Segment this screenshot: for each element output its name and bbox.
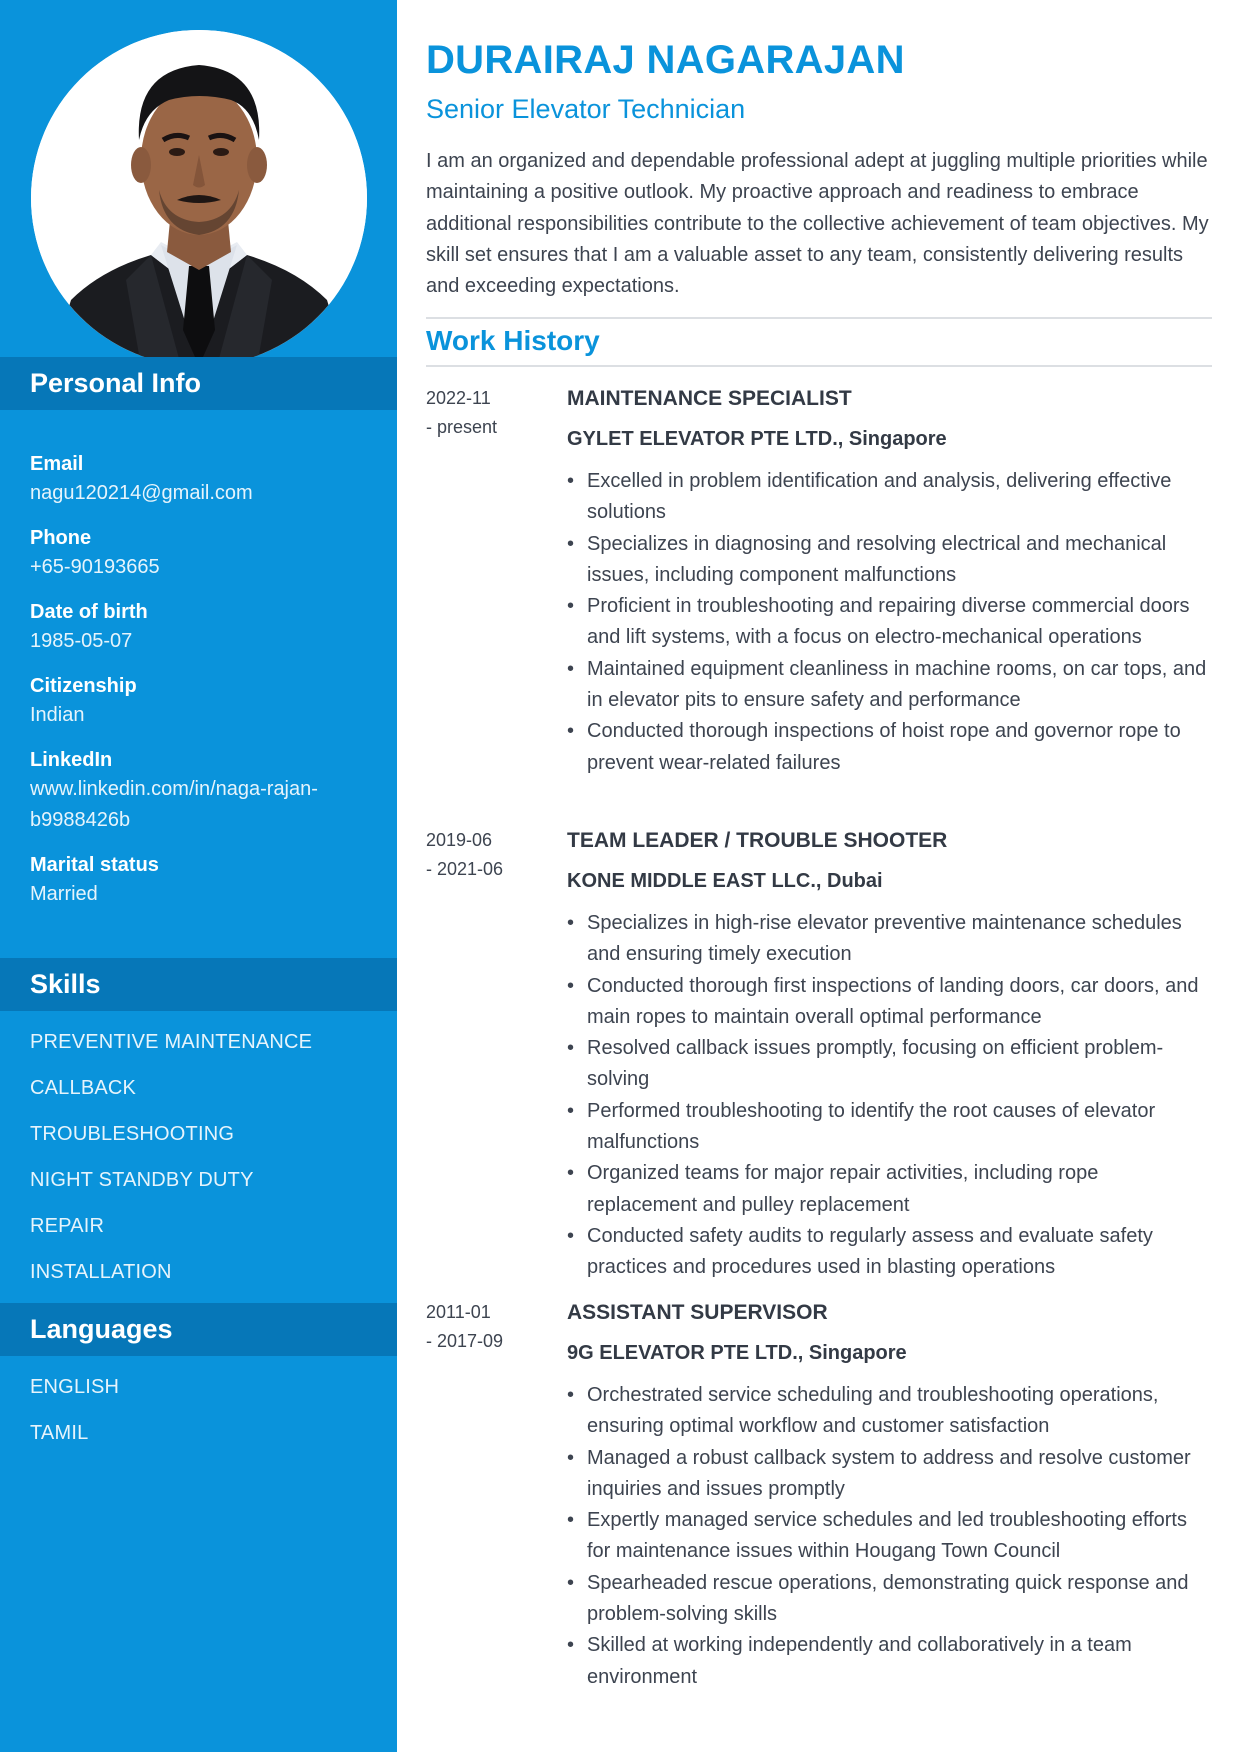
job-date-end: - 2017-09 (426, 1331, 504, 1351)
email-value[interactable]: nagu120214@gmail.com (30, 482, 253, 504)
job-role: ASSISTANT SUPERVISOR (567, 1301, 828, 1324)
marital-value: Married (30, 883, 98, 905)
job-details (567, 1298, 1212, 1693)
job-bullet: • Conducted thorough inspections of hoist rope and governor rope to prevent wear-related failures (567, 716, 1212, 779)
job-title: Senior Elevator Technician (426, 94, 746, 124)
job-bullet: • Managed a robust callback system to address and resolve customer inquiries and issues promptly (567, 1443, 1212, 1506)
divider (426, 317, 1212, 319)
skill-item: REPAIR (30, 1215, 105, 1237)
job-bullet: • Spearheaded rescue operations, demonstrating quick response and problem-solving skills (567, 1568, 1212, 1631)
personal-info-phone (30, 524, 380, 583)
personal-info-linkedin (30, 746, 380, 836)
profile-summary: I am an organized and dependable professional adept at juggling multiple priorities while maintaining a positive outlook. My proactive approach and readiness to embrace additional responsibilities contribute to the collective achievement of team objectives. My skill set ensures that I am a valuable asset to any team, consistently delivering results and exceeding expectations. (426, 150, 1209, 298)
languages-list (30, 1364, 380, 1456)
sidebar (0, 0, 397, 1752)
dob-value: 1985-05-07 (30, 630, 133, 652)
email-label: Email (30, 453, 84, 475)
job-date-start: 2019-06 (426, 830, 493, 850)
portrait-image (31, 30, 367, 366)
divider (426, 365, 1212, 367)
job-date-end: - 2021-06 (426, 859, 504, 879)
job-date-start: 2011-01 (426, 1302, 491, 1322)
skill-item: NIGHT STANDBY DUTY (30, 1169, 254, 1191)
job-bullet: • Conducted thorough first inspections of landing doors, car doors, and main ropes to maintain overall optimal performance (567, 971, 1212, 1034)
personal-info-dob (30, 598, 380, 657)
job-date-start: 2022-11 (426, 388, 491, 408)
job-bullet: • Specializes in high-rise elevator preventive maintenance schedules and ensuring timely execution (567, 908, 1212, 971)
job-company: KONE MIDDLE EAST LLC., Dubai (567, 870, 883, 892)
profile-photo (31, 30, 367, 366)
job-bullets (567, 908, 1212, 1284)
job-company: 9G ELEVATOR PTE LTD., Singapore (567, 1342, 907, 1364)
job-bullet: • Organized teams for major repair activities, including rope replacement and pulley replacement (567, 1158, 1212, 1221)
citizenship-label: Citizenship (30, 675, 137, 697)
skills-list (30, 1019, 380, 1295)
job-bullet: • Orchestrated service scheduling and troubleshooting operations, ensuring optimal workflow and customer satisfaction (567, 1380, 1212, 1443)
personal-info-heading: Personal Info (0, 357, 397, 410)
job-company: GYLET ELEVATOR PTE LTD., Singapore (567, 428, 947, 450)
citizenship-value: Indian (30, 704, 85, 726)
job-role: TEAM LEADER / TROUBLE SHOOTER (567, 829, 948, 852)
personal-info-list (30, 450, 380, 925)
job-bullet: • Maintained equipment cleanliness in machine rooms, on car tops, and in elevator pits to ensure safety and performance (567, 654, 1212, 717)
job-bullets (567, 466, 1212, 779)
skills-heading: Skills (0, 958, 397, 1011)
languages-heading: Languages (0, 1303, 397, 1356)
marital-label: Marital status (30, 854, 159, 876)
linkedin-label: LinkedIn (30, 749, 113, 771)
language-item: TAMIL (30, 1422, 89, 1444)
personal-info-marital (30, 851, 380, 910)
job-date (426, 1298, 546, 1356)
job-bullet: • Expertly managed service schedules and led troubleshooting efforts for maintenance issues within Hougang Town Council (567, 1505, 1212, 1568)
dob-label: Date of birth (30, 601, 148, 623)
job-bullets (567, 1380, 1212, 1693)
personal-info-email (30, 450, 380, 509)
job-details (567, 826, 1212, 1284)
job-bullet: • Skilled at working independently and collaboratively in a team environment (567, 1630, 1212, 1693)
job-bullet: • Specializes in diagnosing and resolving electrical and mechanical issues, including component malfunctions (567, 529, 1212, 592)
skill-item: TROUBLESHOOTING (30, 1123, 235, 1145)
job-details (567, 384, 1212, 779)
job-bullet: • Conducted safety audits to regularly assess and evaluate safety practices and procedures used in blasting operations (567, 1221, 1212, 1284)
job-role: MAINTENANCE SPECIALIST (567, 387, 852, 410)
personal-info-citizenship (30, 672, 380, 731)
phone-value[interactable]: +65-90193665 (30, 556, 160, 578)
job-bullet: • Resolved callback issues promptly, focusing on efficient problem-solving (567, 1033, 1212, 1096)
job-bullet: • Performed troubleshooting to identify the root causes of elevator malfunctions (567, 1096, 1212, 1159)
skill-item: INSTALLATION (30, 1261, 172, 1283)
job-date-end: - present (426, 417, 498, 437)
linkedin-link[interactable]: www.linkedin.com/in/naga-rajan-b9988426b (30, 778, 318, 831)
candidate-name: DURAIRAJ NAGARAJAN (426, 38, 905, 82)
skill-item: PREVENTIVE MAINTENANCE (30, 1031, 313, 1053)
skill-item: CALLBACK (30, 1077, 137, 1099)
job-bullet: • Excelled in problem identification and analysis, delivering effective solutions (567, 466, 1212, 529)
work-history-heading: Work History (426, 325, 600, 356)
phone-label: Phone (30, 527, 92, 549)
job-date (426, 826, 546, 884)
job-bullet: • Proficient in troubleshooting and repairing diverse commercial doors and lift systems, with a focus on electro-mechanical operations (567, 591, 1212, 654)
job-date (426, 384, 546, 442)
language-item: ENGLISH (30, 1376, 120, 1398)
